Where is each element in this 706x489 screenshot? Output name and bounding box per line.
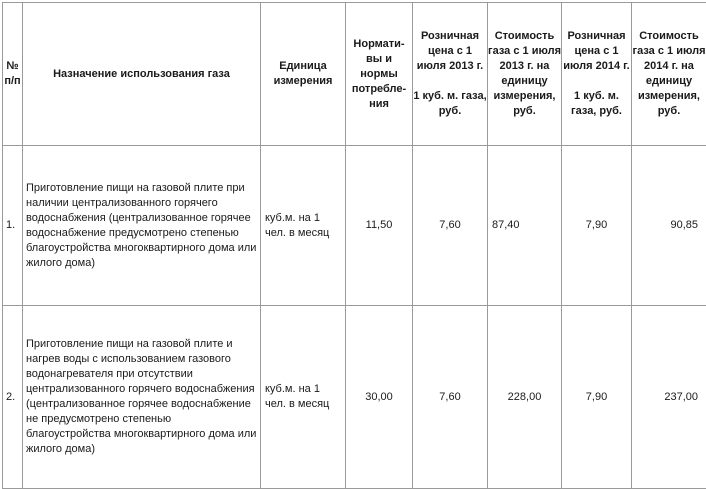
table-row xyxy=(3,146,706,306)
header-norms: Нормати-вы и нормы потребле-ния xyxy=(346,3,413,146)
header-num: № п/п xyxy=(3,3,23,146)
table-row xyxy=(3,306,706,489)
table-header-row xyxy=(3,3,706,146)
header-price-2014 xyxy=(562,3,632,146)
row-purpose: Приготовление пищи на газовой плите при наличии централизованного горячего водоснабжения (централизованное горячее водоснабжение предусмотрено степенью благоустройства многоквартирного дома или жилого дома) xyxy=(23,146,261,306)
header-unit: Единица измерения xyxy=(261,3,346,146)
row-cost-2013: 228,00 xyxy=(488,306,562,489)
row-price-2013: 7,60 xyxy=(413,146,488,306)
row-unit: куб.м. на 1 чел. в месяц xyxy=(261,306,346,489)
row-cost-2013: 87,40 xyxy=(488,146,562,306)
row-num: 1. xyxy=(3,146,23,306)
row-price-2013: 7,60 xyxy=(413,306,488,489)
row-price-2014: 7,90 xyxy=(562,306,632,489)
row-norm: 30,00 xyxy=(346,306,413,489)
row-cost-2014: 90,85 xyxy=(632,146,706,306)
row-unit: куб.м. на 1 чел. в месяц xyxy=(261,146,346,306)
header-cost-2013: Стоимость газа с 1 июля 2013 г. на единицу измерения, руб. xyxy=(488,3,562,146)
header-price-2013-unit: 1 куб. м. газа, руб. xyxy=(413,89,487,119)
header-cost-2014: Стоимость газа с 1 июля 2014 г. на единицу измерения, руб. xyxy=(632,3,706,146)
header-price-2013-title: Розничная цена с 1 июля 2013 г. xyxy=(417,30,483,72)
row-cost-2014: 237,00 xyxy=(632,306,706,489)
row-num: 2. xyxy=(3,306,23,489)
header-price-2014-unit: 1 куб. м. газа, руб. xyxy=(562,89,631,119)
header-price-2014-title: Розничная цена с 1 июля 2014 г. xyxy=(563,30,629,72)
header-purpose: Назначение использования газа xyxy=(23,3,261,146)
row-purpose: Приготовление пищи на газовой плите и нагрев воды с использованием газового водонагревателя при отсутствии централизованного горячего водоснабжения (централизованное горячее водоснабжение не предусмотрено степенью благоустройства многоквартирного дома или жилого дома) xyxy=(23,306,261,489)
header-price-2013 xyxy=(413,3,488,146)
gas-tariff-table xyxy=(2,2,706,489)
row-price-2014: 7,90 xyxy=(562,146,632,306)
row-norm: 11,50 xyxy=(346,146,413,306)
